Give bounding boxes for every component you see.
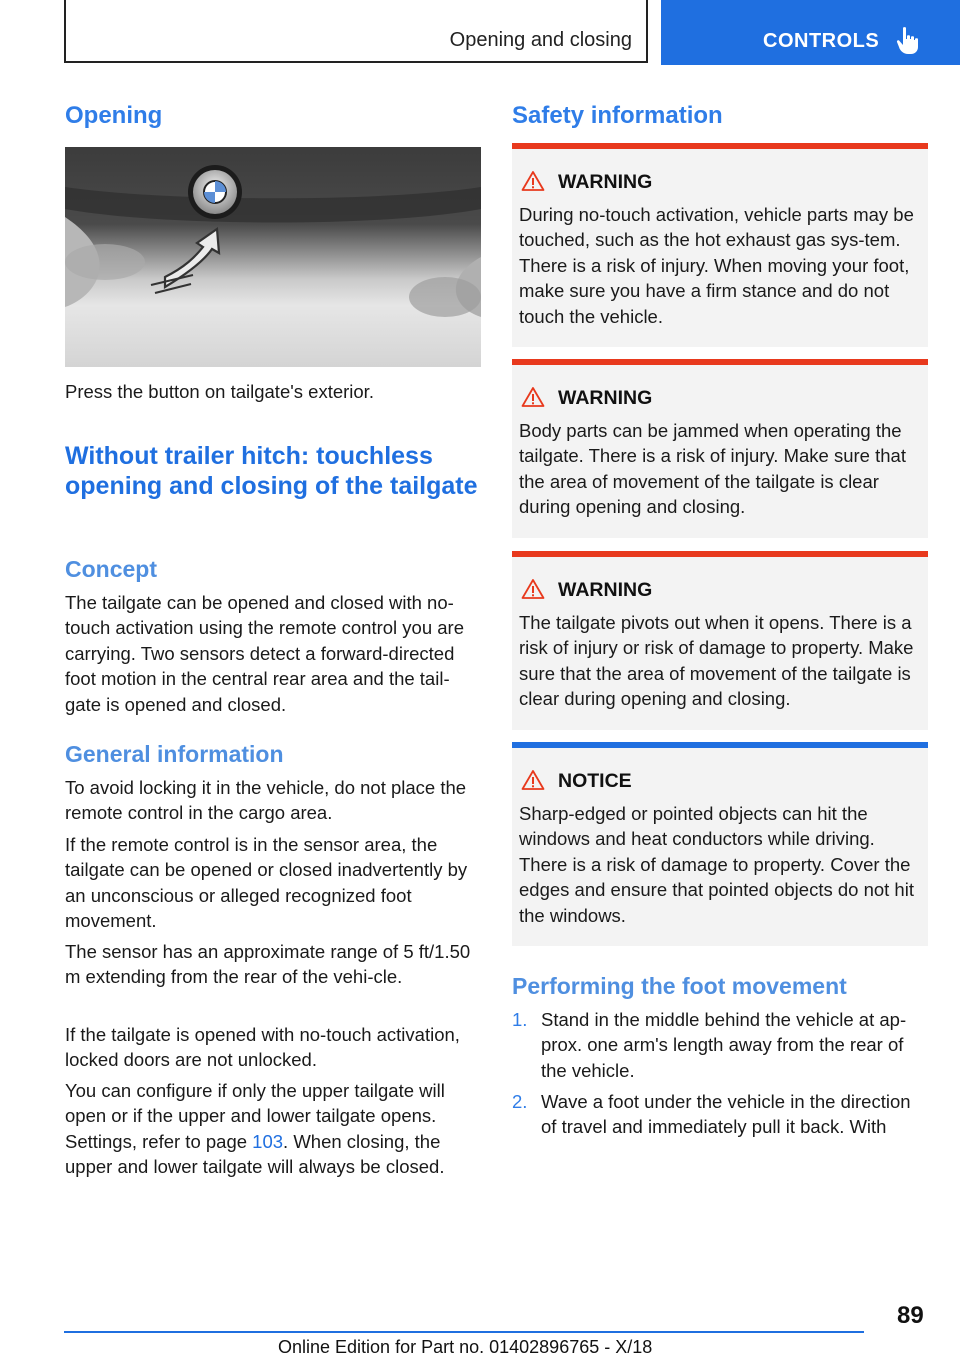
- notice-text: Sharp-edged or pointed objects can hit the windows and heat conductors while driving. There is a risk of damage to property. Cover the edges and ensure that pointed objects do not hit the windows.: [519, 803, 914, 926]
- general-paragraph-5-a: You can configure if only the upper tailgate will open or if the upper and lower tailgate opens. Settings, refer to page: [65, 1080, 445, 1152]
- heading-safety-information: Safety information: [512, 102, 723, 129]
- heading-concept: Concept: [65, 556, 157, 582]
- page-number: 89: [897, 1302, 924, 1329]
- notice-title: NOTICE: [558, 770, 632, 792]
- warning-text: The tailgate pivots out when it opens. There is a risk of injury or risk of damage to property. Make sure that the area of movement of the tailgate is clear during opening and closing.: [519, 612, 914, 710]
- general-paragraph-2: If the remote control is in the sensor area, the tailgate can be opened or closed inadvertently by an unconscious or alleged recognized foot movement.: [65, 834, 468, 932]
- pointing-hand-icon: [896, 26, 922, 56]
- heading-general-info: General information: [65, 741, 284, 767]
- warning-triangle-icon: [521, 578, 545, 600]
- general-paragraph-5: [65, 1078, 481, 1180]
- general-paragraph-4: If the tailgate is opened with no-touch activation, locked doors are not unlocked.: [65, 1024, 460, 1071]
- warning-triangle-icon: [521, 170, 545, 192]
- step-number: 2.: [512, 1091, 528, 1112]
- header-chapter-label: CONTROLS: [763, 30, 880, 52]
- warning-box-2: [512, 359, 928, 538]
- general-paragraph-5-b: . When closing, the upper and lower tailgate will always be closed.: [65, 1130, 445, 1178]
- warning-text: Body parts can be jammed when operating the tailgate. There is a risk of injury. Make sure that the area of movement of the tailgate is clear during opening and closing.: [519, 420, 906, 518]
- step-text: Stand in the middle behind the vehicle at ap-prox. one arm's length away from the rear of the vehicle.: [541, 1009, 907, 1081]
- general-paragraph-1: To avoid locking it in the vehicle, do not place the remote control in the cargo area.: [65, 777, 467, 824]
- notice-box: [512, 742, 928, 946]
- header-left-frame: [64, 0, 648, 63]
- warning-bar: [512, 359, 928, 365]
- heading-touchless: Without trailer hitch: touchless opening and closing of the tailgate: [65, 442, 478, 500]
- header-chapter-tab[interactable]: [661, 0, 960, 65]
- tailgate-illustration: [65, 147, 481, 367]
- warning-triangle-icon: [521, 769, 545, 791]
- warning-triangle-icon: [521, 386, 545, 408]
- general-paragraph-3: The sensor has an approximate range of 5 ft/1.50 m extending from the rear of the vehi-cle.: [65, 941, 471, 988]
- warning-title: WARNING: [558, 387, 653, 409]
- warning-bar: [512, 143, 928, 149]
- warning-title: WARNING: [558, 171, 653, 193]
- concept-text: The tailgate can be opened and closed with no-touch activation using the remote control you are carrying. Two sensors detect a forward-directed foot motion in the central rear area and the tail-gate is opened and closed.: [65, 592, 465, 715]
- footer-divider: [64, 1331, 864, 1333]
- heading-foot-movement: Performing the foot movement: [512, 973, 847, 999]
- warning-bar: [512, 551, 928, 557]
- warning-title: WARNING: [558, 579, 653, 601]
- warning-box-1: [512, 143, 928, 347]
- figure-caption: Press the button on tailgate's exterior.: [65, 381, 374, 402]
- header-section-title: Opening and closing: [449, 29, 632, 51]
- heading-opening: Opening: [65, 102, 163, 129]
- warning-box-3: [512, 551, 928, 730]
- footer-edition-text: Online Edition for Part no. 01402896765 - X/18: [278, 1337, 653, 1357]
- step-number: 1.: [512, 1009, 528, 1030]
- page-reference-link[interactable]: 103: [252, 1130, 284, 1152]
- notice-bar: [512, 742, 928, 748]
- tailgate-button-figure: [65, 147, 481, 367]
- warning-text: During no-touch activation, vehicle parts may be touched, such as the hot exhaust gas sys-tem. There is a risk of injury. When moving your foot, make sure you have a firm stance and do not touch the vehicle.: [519, 204, 914, 327]
- step-text: Wave a foot under the vehicle in the direction of travel and immediately pull it back. With: [541, 1091, 911, 1138]
